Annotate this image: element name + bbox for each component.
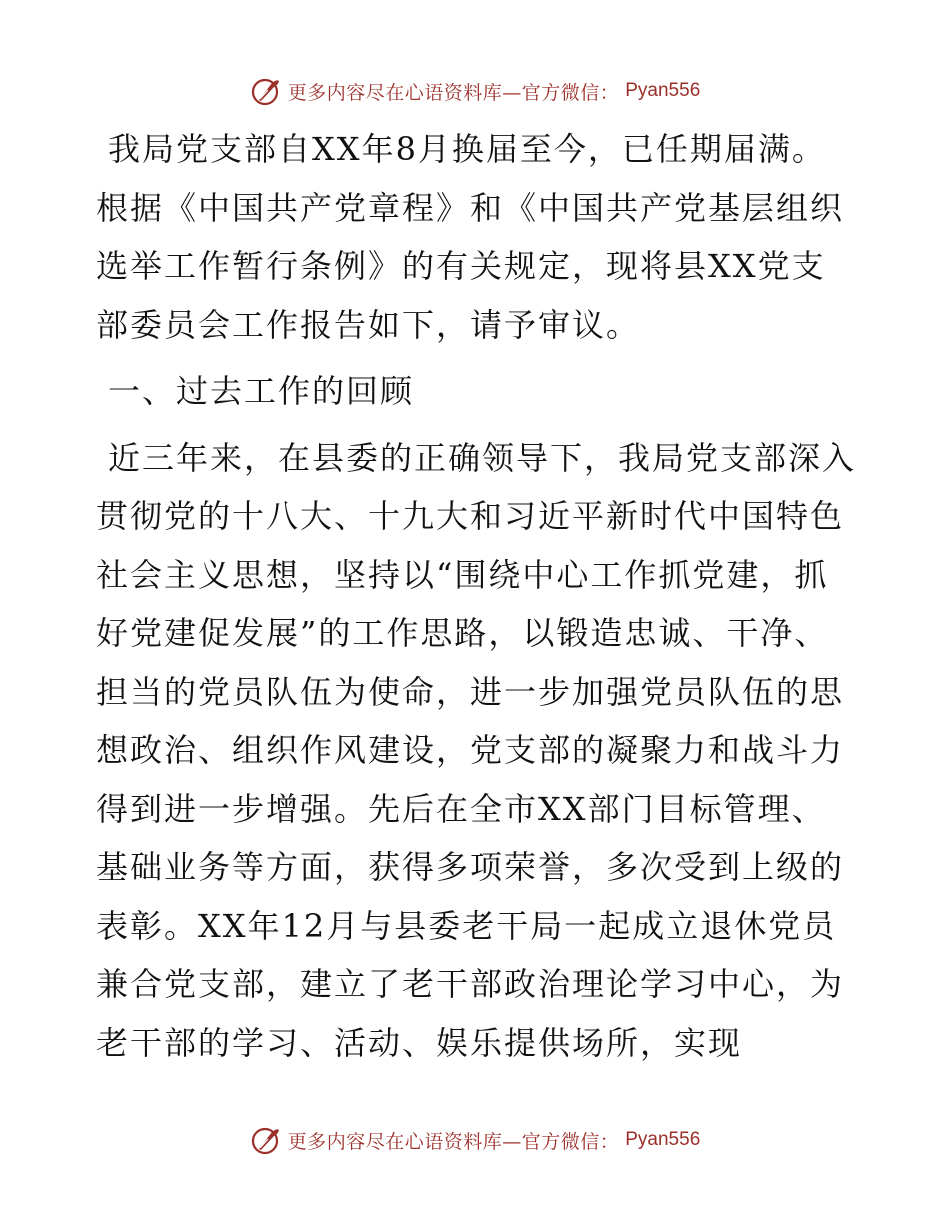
watermark-text: 更多内容尽在心语资料库—官方微信： <box>287 1130 620 1153</box>
section-heading: 一、过去工作的回顾 <box>108 372 415 410</box>
review-paragraph: 近三年来，在县委的正确领导下，我局党支部深入贯彻党的十八大、十九大和习近平新时代中国特色社会主义思想，坚持以“围绕中心工作抓党建，抓好党建促发展”的工作思路，以锻造忠诚、干净、担当的党员队伍为使命，进一步加强党员队伍的思想政治、组织作风建设，党支部的凝聚力和战斗力得到进一步增强。先后在全市XX部门目标管理、基础业务等方面，获得多项荣誉，多次受到上级的表彰。XX年12月与县委老干局一起成立退休党员兼合党支部，建立了老干部政治理论学习中心，为老干部的学习、活动、娱乐提供场所，实现 <box>96 438 857 1062</box>
document-body <box>96 120 856 1072</box>
intro-paragraph: 我局党支部自XX年8月换届至今，已任期届满。根据《中国共产党章程》和《中国共产党基层组织选举工作暂行条例》的有关规定，现将县XX党支部委员会工作报告如下，请予审议。 <box>96 130 845 344</box>
quill-pen-logo-icon <box>250 75 282 107</box>
quill-pen-logo-icon <box>250 1124 282 1156</box>
footer-watermark <box>0 1120 950 1160</box>
watermark-wechat-id: Pyan556 <box>625 80 701 101</box>
watermark-wechat-id: Pyan556 <box>625 1129 701 1150</box>
header-watermark <box>0 71 950 111</box>
watermark-text: 更多内容尽在心语资料库—官方微信： <box>287 81 620 104</box>
